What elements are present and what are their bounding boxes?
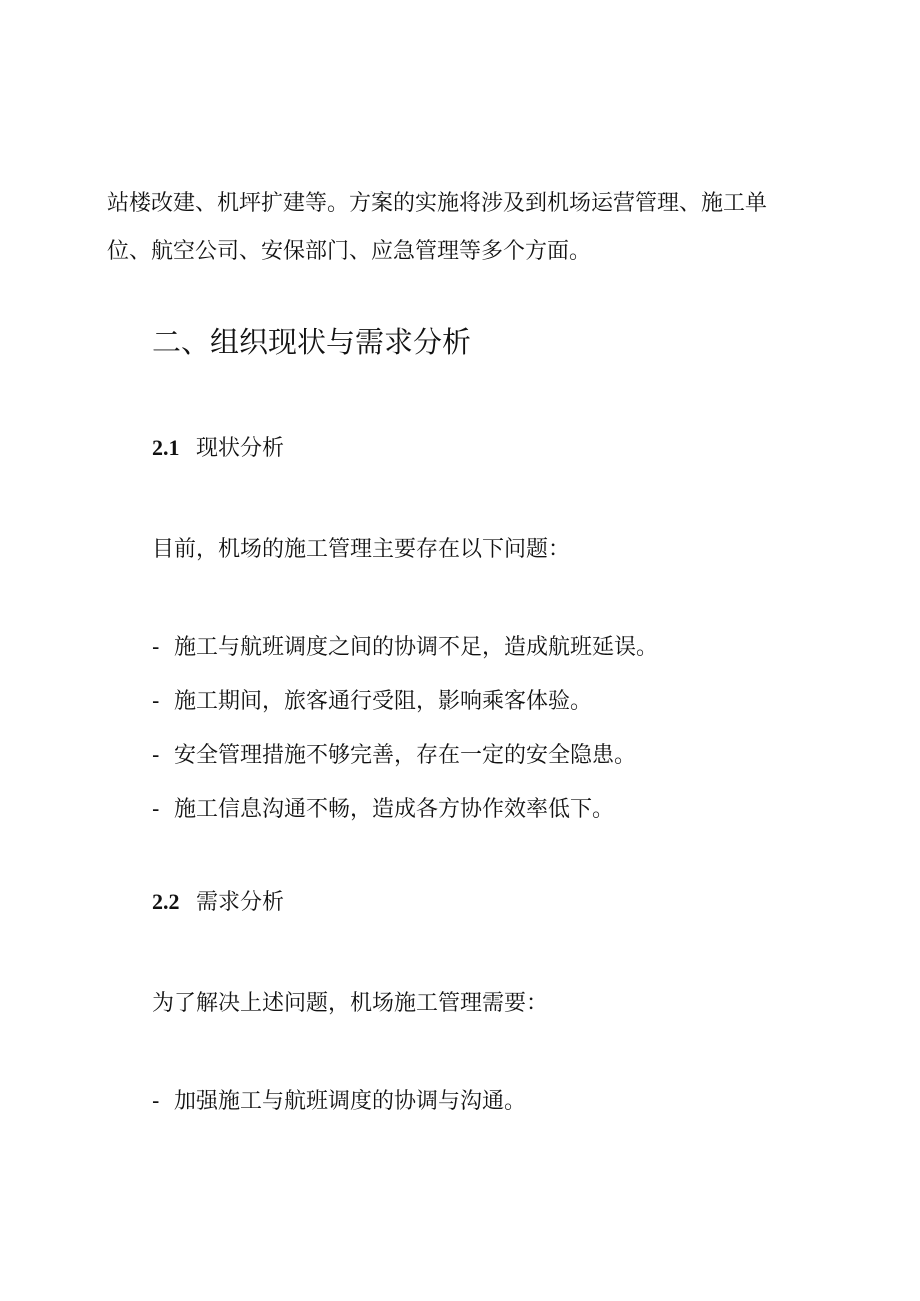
list-item-text: 施工信息沟通不畅，造成各方协作效率低下。 (174, 797, 615, 822)
section-heading: 二、组织现状与需求分析 (152, 325, 472, 359)
needs-list (152, 1086, 526, 1140)
intro-line-2: 位、航空公司、安保部门、应急管理等多个方面。 (107, 239, 592, 264)
subsection-heading-2-1 (152, 432, 284, 465)
subsection-title: 现状分析 (196, 436, 285, 461)
subsection-title: 需求分析 (196, 890, 285, 915)
intro-line-1: 站楼改建、机坪扩建等。方案的实施将涉及到机场运营管理、施工单 (107, 191, 768, 216)
list-item-text: 施工期间，旅客通行受阻，影响乘客体验。 (174, 689, 593, 714)
list-item-text: 加强施工与航班调度的协调与沟通。 (174, 1089, 527, 1114)
bullet-dash: - (152, 797, 160, 822)
status-intro-paragraph: 目前，机场的施工管理主要存在以下问题： (152, 537, 571, 562)
bullet-dash: - (152, 635, 160, 660)
subsection-heading-2-2 (152, 886, 284, 919)
list-item (152, 794, 658, 848)
list-item-text: 安全管理措施不够完善，存在一定的安全隐患。 (174, 743, 637, 768)
list-item-text: 施工与航班调度之间的协调不足，造成航班延误。 (174, 635, 659, 660)
list-item (152, 632, 658, 686)
subsection-number: 2.1 (152, 435, 180, 460)
bullet-dash: - (152, 743, 160, 768)
list-item (152, 740, 658, 794)
list-item (152, 1086, 526, 1140)
list-item (152, 686, 658, 740)
bullet-dash: - (152, 689, 160, 714)
bullet-dash: - (152, 1089, 160, 1114)
needs-intro-paragraph: 为了解决上述问题，机场施工管理需要： (152, 991, 549, 1016)
intro-paragraph (107, 180, 807, 276)
problem-list (152, 632, 658, 848)
subsection-number: 2.2 (152, 889, 180, 914)
